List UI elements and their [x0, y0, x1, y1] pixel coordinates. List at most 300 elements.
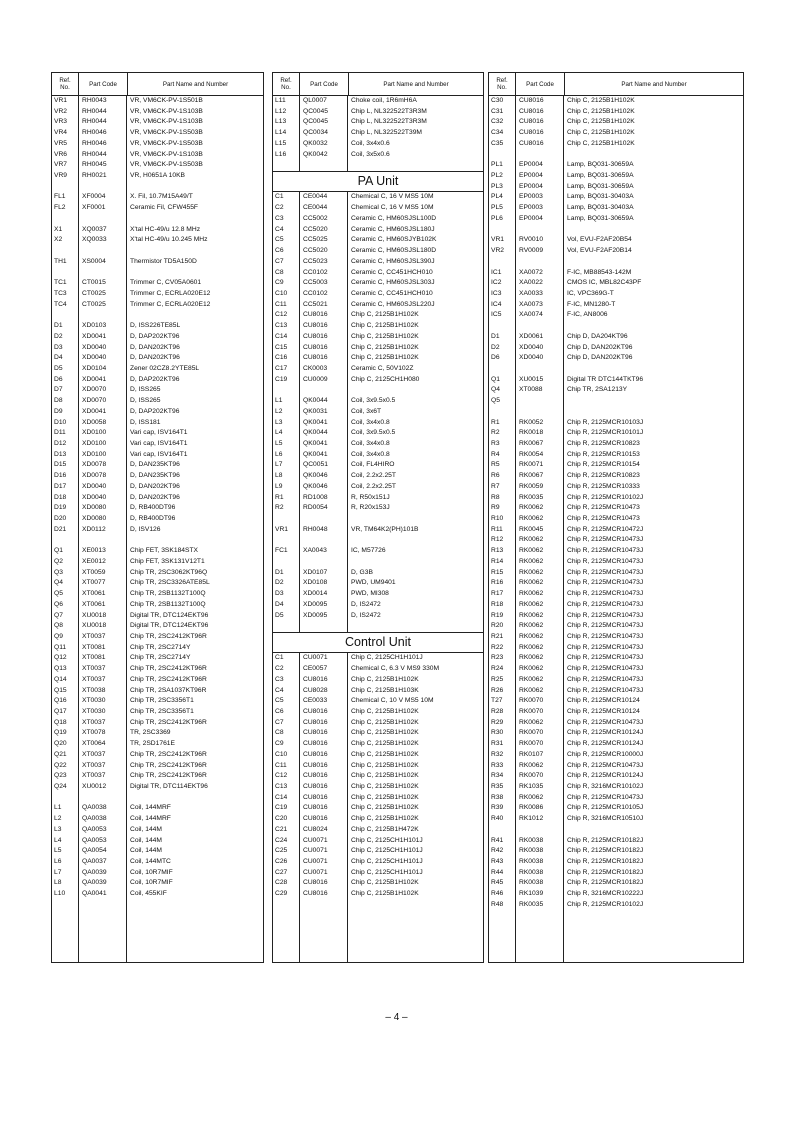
table-row	[52, 814, 263, 825]
part-code: RH0048	[303, 525, 328, 533]
part-name: Chip R, 2125MCR10000J	[567, 750, 644, 758]
part-code: XD0041	[82, 332, 107, 340]
part-code: RK0062	[519, 632, 544, 640]
table-row	[489, 611, 743, 622]
part-name: Chip R, 2125MCR10472J	[567, 525, 644, 533]
table-row	[489, 900, 743, 911]
parts-column-2	[272, 72, 484, 963]
table-row	[52, 460, 263, 471]
table-row	[52, 653, 263, 664]
ref-no: C28	[275, 879, 288, 887]
ref-no: PL4	[491, 193, 503, 201]
part-name: D, ISS265	[130, 386, 161, 394]
table-row	[52, 332, 263, 343]
part-name: Coil, 144MTC	[130, 858, 171, 866]
table-row	[489, 686, 743, 697]
ref-no: D9	[54, 407, 63, 415]
table-row	[273, 407, 483, 418]
part-name: Chip TR, 2SC2412KT96R	[130, 632, 207, 640]
part-name: VR, H0651A 10KB	[130, 172, 186, 180]
ref-no: TH1	[54, 257, 67, 265]
table-row	[52, 546, 263, 557]
ref-no: L13	[275, 118, 287, 126]
part-name: Coil, 3x4x0.6	[351, 139, 390, 147]
ref-no: L1	[275, 397, 283, 405]
part-name: Coil, 144M	[130, 836, 162, 844]
part-code: XD0095	[303, 611, 328, 619]
part-code: RK0038	[519, 836, 544, 844]
header-part-code: Part Code	[516, 73, 565, 95]
part-code: CU0071	[303, 858, 328, 866]
part-name: D, ISS265	[130, 397, 161, 405]
part-name: Chip L, NL322522T3R3M	[351, 107, 427, 115]
part-name: Lamp, BQ031-30403A	[567, 204, 634, 212]
part-code: QA0054	[82, 847, 107, 855]
part-code: CU8016	[303, 740, 328, 748]
ref-no: C14	[275, 332, 288, 340]
part-name: Chip R, 2125MCR10182J	[567, 858, 644, 866]
part-code: XA0074	[519, 311, 543, 319]
ref-no: D5	[275, 611, 284, 619]
ref-no: D20	[54, 515, 67, 523]
table-row	[489, 107, 743, 118]
part-code: RV0009	[519, 247, 544, 255]
ref-no: L14	[275, 129, 287, 137]
ref-no: IC2	[491, 279, 502, 287]
part-code: XD0070	[82, 386, 107, 394]
ref-no: D6	[54, 375, 63, 383]
table-row	[489, 439, 743, 450]
table-row	[52, 235, 263, 246]
part-name: D, ISS226TE85L	[130, 322, 181, 330]
part-code: QC0034	[303, 129, 328, 137]
header-ref	[273, 73, 300, 95]
ref-no: L9	[275, 482, 283, 490]
part-code: XD0040	[82, 482, 107, 490]
table-row	[273, 761, 483, 772]
ref-no: R7	[491, 482, 500, 490]
part-code: XT0081	[82, 643, 106, 651]
part-code: RK0070	[519, 697, 544, 705]
table-row	[52, 300, 263, 311]
part-code: XT0037	[82, 675, 106, 683]
table-row	[273, 825, 483, 836]
table-row	[489, 171, 743, 182]
part-code: XD0040	[82, 493, 107, 501]
part-code: QK0032	[303, 139, 328, 147]
ref-no: FL2	[54, 204, 66, 212]
ref-no: PL5	[491, 204, 503, 212]
table-row	[52, 514, 263, 525]
part-name: Coil, 3x5x0.6	[351, 150, 390, 158]
ref-no: Q24	[54, 783, 67, 790]
table-row	[52, 418, 263, 429]
ref-no: C17	[275, 364, 288, 372]
table-row	[489, 246, 743, 257]
ref-no: D1	[275, 568, 284, 576]
ref-no: C26	[275, 858, 288, 866]
part-name: Coil, 3x6T	[351, 407, 382, 415]
table-row	[273, 611, 483, 622]
part-code: XD0107	[303, 568, 328, 576]
header-part-name: Part Name and Number	[162, 80, 229, 88]
table-row	[52, 150, 263, 161]
table-row	[489, 557, 743, 568]
part-code: RK0062	[519, 761, 544, 769]
table-row	[273, 96, 483, 107]
part-name: Ceramic C, HM60SJSL100D	[351, 214, 437, 222]
part-name: IC, M57726	[351, 547, 386, 555]
table-row	[489, 728, 743, 739]
part-name: F-IC, MN1280-T	[567, 300, 616, 308]
part-name: Chip D, DA204KT96	[567, 332, 628, 340]
ref-no: R39	[491, 804, 504, 812]
part-code: XT0037	[82, 761, 106, 769]
table-row	[273, 589, 483, 600]
part-code	[515, 396, 563, 407]
table-row	[52, 482, 263, 493]
ref-no: C7	[275, 718, 284, 726]
table-row	[273, 450, 483, 461]
table-row	[273, 235, 483, 246]
table-row	[273, 310, 483, 321]
part-code: XT0037	[82, 718, 106, 726]
ref-no: IC4	[491, 300, 502, 308]
table-row	[273, 793, 483, 804]
part-name: D, RB400DT96	[130, 504, 176, 512]
part-code: RK0038	[519, 847, 544, 855]
table-row	[489, 96, 743, 107]
part-name: VR, VM6CK-PV-1S503B	[130, 129, 203, 137]
table-row	[489, 878, 743, 889]
part-code: RK0062	[519, 675, 544, 683]
ref-no: C5	[275, 697, 284, 705]
part-code: CU8016	[303, 815, 328, 823]
part-name: VR, VM6CK-PV-1S503B	[130, 139, 203, 147]
table-row	[52, 375, 263, 386]
part-name: Chip C, 2125B1H102K	[351, 675, 419, 683]
spacer-row	[52, 268, 263, 279]
table-row	[273, 578, 483, 589]
part-name: Chip R, 2125MCR10333	[567, 482, 640, 490]
part-name: Chip TR, 2SC2714Y	[130, 643, 191, 651]
part-code: QA0037	[82, 858, 107, 866]
part-code: XU0015	[519, 375, 544, 383]
part-name: Trimmer C, ECRLA020E12	[130, 289, 211, 297]
part-code: RK0052	[519, 418, 544, 426]
part-name: Coil, 2.2x2.25T	[351, 472, 396, 480]
part-name: Chip C, 2125B1H102K	[351, 729, 419, 737]
part-code: XT0037	[82, 750, 106, 758]
part-name	[563, 396, 743, 407]
ref-no: TC1	[54, 279, 67, 287]
table-row	[489, 675, 743, 686]
part-code: RH0021	[82, 172, 107, 180]
part-code: RK0062	[519, 665, 544, 673]
part-code: XA0022	[519, 279, 543, 287]
part-name: Chip R, 2125MCR10182J	[567, 868, 644, 876]
ref-no: C4	[275, 686, 284, 694]
table-row	[489, 471, 743, 482]
part-code: XD0078	[82, 461, 107, 469]
part-name: Chip R, 2125MCR10101J	[567, 429, 644, 437]
ref-no: C13	[275, 783, 288, 790]
table-row	[52, 225, 263, 236]
part-code: CC5023	[303, 257, 328, 265]
part-name: Chip C, 2125B1H102K	[351, 343, 419, 351]
ref-no: Q4	[54, 579, 63, 587]
ref-no: C19	[275, 375, 288, 383]
part-code: QK0046	[303, 472, 328, 480]
part-code: RH0046	[82, 139, 107, 147]
ref-no: C20	[275, 815, 288, 823]
part-code: XT0061	[82, 600, 106, 608]
ref-no: Q2	[54, 557, 63, 565]
ref-no: Q12	[54, 654, 67, 662]
part-code: CT0025	[82, 289, 106, 297]
part-code: CU8016	[519, 107, 544, 115]
table-row	[52, 439, 263, 450]
page-number: – 4 –	[385, 1012, 408, 1023]
table-row	[52, 117, 263, 128]
table-header	[273, 73, 483, 96]
part-name: Chip TR, 2SB1132T100Q	[130, 600, 206, 608]
ref-no: C4	[275, 225, 284, 233]
part-name: Vol, EVU-F2AF20B54	[567, 236, 632, 244]
spacer-row	[273, 385, 483, 396]
ref-no: R31	[491, 740, 504, 748]
table-row	[52, 728, 263, 739]
spacer-row	[489, 321, 743, 332]
part-name: Chip R, 2125MCR10473J	[567, 643, 644, 651]
ref-no: R45	[491, 879, 504, 887]
part-code: RK0062	[519, 600, 544, 608]
part-name: Chip R, 2125MCR10473J	[567, 665, 644, 673]
table-row	[489, 493, 743, 504]
part-name: Chip C, 2125CH1H101J	[351, 847, 423, 855]
part-code: RK1012	[519, 815, 544, 823]
spacer-row	[52, 535, 263, 546]
ref-no: R1	[491, 418, 500, 426]
part-name: X. Fil, 10.7M15A49/T	[130, 193, 193, 201]
ref-no: D3	[54, 343, 63, 351]
part-name: Chip C, 2125B1H102K	[351, 879, 419, 887]
table-row	[273, 803, 483, 814]
part-name: D, DAN202KT96	[130, 493, 180, 501]
ref-no: C30	[491, 97, 504, 104]
ref-no: D8	[54, 397, 63, 405]
ref-no: FL1	[54, 193, 66, 201]
part-name: Chip R, 2125MCR10473J	[567, 557, 644, 565]
ref-no: R21	[491, 632, 504, 640]
ref-no: C15	[275, 343, 288, 351]
ref-no: VR1	[491, 236, 505, 244]
ref-no: R34	[491, 772, 504, 780]
ref-no: R3	[491, 440, 500, 447]
ref-no: PL2	[491, 172, 503, 180]
table-row	[52, 289, 263, 300]
part-code: XT0078	[82, 729, 106, 737]
part-name: Chip R, 2125MCR10182J	[567, 847, 644, 855]
table-row	[489, 300, 743, 311]
part-code: XD0080	[82, 504, 107, 512]
ref-no: C10	[275, 750, 288, 758]
ref-no: IC3	[491, 289, 502, 297]
part-code: RK0062	[519, 536, 544, 544]
table-row	[52, 675, 263, 686]
part-name: Chip R, 2125MCR10473J	[567, 579, 644, 587]
part-name: Chip C, 2125B1H102K	[351, 718, 419, 726]
part-name: Chip C, 2125B1H102K	[351, 750, 419, 758]
ref-no: R48	[491, 900, 504, 908]
part-name: Chip C, 2125CH1H101J	[351, 654, 423, 662]
part-code: CE0057	[303, 665, 328, 673]
header-ref-text: Ref. No.	[59, 77, 71, 91]
part-name: Coil, 3x9.5x0.5	[351, 429, 396, 437]
table-row	[273, 321, 483, 332]
part-name: Chip TR, 2SC3326ATE85L	[130, 579, 210, 587]
part-name: Coil, 144M	[130, 825, 162, 833]
ref-no: L8	[54, 879, 62, 887]
part-code: RK0035	[519, 900, 544, 908]
ref-no: D10	[54, 418, 67, 426]
table-row	[489, 353, 743, 364]
part-code: RH0046	[82, 129, 107, 137]
table-row	[273, 471, 483, 482]
table-row	[273, 889, 483, 900]
part-code: CC5003	[303, 279, 328, 287]
table-row	[52, 589, 263, 600]
table-row	[273, 814, 483, 825]
table-row	[489, 653, 743, 664]
table-row	[489, 761, 743, 772]
part-name: Coil, 3x9.5x0.5	[351, 397, 396, 405]
ref-no: L3	[275, 418, 283, 426]
ref-no: R6	[491, 472, 500, 480]
header-ref	[52, 73, 79, 95]
ref-no: C1	[275, 654, 284, 662]
table-row	[273, 503, 483, 514]
part-name: Chip C, 2125B1H472K	[351, 825, 419, 833]
part-name: Chip C, 2125B1H103K	[351, 686, 419, 694]
table-row	[489, 203, 743, 214]
ref-no: D2	[54, 332, 63, 340]
part-name: VR, VM6CK-PV-1S503B	[130, 161, 203, 169]
part-name: Chip TR, 2SC2412KT96R	[130, 772, 207, 780]
table-row	[273, 268, 483, 279]
part-name: Vari cap, ISV164T1	[130, 450, 188, 458]
part-code: RK0045	[519, 525, 544, 533]
part-code: RV0010	[519, 236, 544, 244]
table-row	[489, 600, 743, 611]
part-code: RK0062	[519, 557, 544, 565]
ref-no: R42	[491, 847, 504, 855]
ref-no: R8	[491, 493, 500, 501]
ref-no: VR6	[54, 150, 68, 158]
table-row	[273, 225, 483, 236]
part-code: CU8016	[519, 139, 544, 147]
ref-no: R18	[491, 600, 504, 608]
table-row	[273, 460, 483, 471]
table-row	[489, 332, 743, 343]
part-name: Lamp, BQ031-30659A	[567, 214, 634, 222]
part-name: Chip C, 2125B1H102K	[351, 332, 419, 340]
ref-no: FC1	[275, 547, 288, 555]
part-code: CU8016	[303, 311, 328, 319]
ref-no: C35	[491, 139, 504, 147]
part-name: Chip C, 2125B1H102K	[567, 118, 635, 126]
part-name: Chip R, 2125MCR10103J	[567, 418, 644, 426]
spacer-row	[273, 535, 483, 546]
ref-no: Q11	[54, 643, 67, 651]
part-code: XT0038	[82, 686, 106, 694]
part-code: RK0062	[519, 504, 544, 512]
part-code: CU0071	[303, 847, 328, 855]
ref-no: C11	[275, 300, 287, 308]
ref-no: D17	[54, 482, 67, 490]
part-name: Chip C, 2125B1H102K	[567, 129, 635, 137]
part-name: VR, VM6CK-PV-1S501B	[130, 97, 203, 104]
part-name: Chip C, 2125CH1H101J	[351, 836, 423, 844]
ref-no: C11	[275, 761, 287, 769]
ref-no: Q18	[54, 718, 67, 726]
ref-no: L3	[54, 825, 62, 833]
ref-no: C16	[275, 354, 288, 362]
ref-no: R22	[491, 643, 504, 651]
table-row	[489, 535, 743, 546]
ref-no: C21	[275, 825, 288, 833]
part-code: CU8016	[303, 707, 328, 715]
part-name: Chip R, 2125MCR10473J	[567, 718, 644, 726]
part-name: Vari cap, ISV164T1	[130, 440, 188, 447]
part-code: XT0064	[82, 740, 106, 748]
ref-no: C3	[275, 214, 284, 222]
part-name: X'tal HC-49/u 12.8 MHz	[130, 225, 201, 233]
ref-no: Q3	[54, 568, 63, 576]
table-row	[273, 868, 483, 879]
part-code: QC0051	[303, 461, 328, 469]
ref-no: Q7	[54, 611, 63, 619]
part-name: Ceramic C, HM60SJSL180J	[351, 225, 435, 233]
part-code: QC0045	[303, 118, 328, 126]
table-row	[273, 257, 483, 268]
ref-no: C8	[275, 729, 284, 737]
spacer-row	[273, 160, 483, 171]
table-row	[489, 546, 743, 557]
part-name: Chip R, 2125MCR10473J	[567, 686, 644, 694]
table-row	[52, 718, 263, 729]
table-row	[273, 728, 483, 739]
ref-no: VR2	[491, 247, 505, 255]
table-row	[489, 525, 743, 536]
ref-no: Q6	[54, 600, 63, 608]
part-name: TR, 2SD1761E	[130, 740, 175, 748]
part-name: Chip C, 2125B1H102K	[351, 761, 419, 769]
table-row	[52, 739, 263, 750]
part-name: Chip TR, 2SC3356T1	[130, 697, 194, 705]
part-code: CC5025	[303, 236, 328, 244]
part-code: XT0088	[519, 386, 543, 394]
ref-no: R4	[491, 450, 500, 458]
part-code: QA0053	[82, 825, 107, 833]
spacer-row	[489, 257, 743, 268]
ref-no: L6	[275, 450, 283, 458]
ref-no: R38	[491, 793, 504, 801]
table-row	[273, 664, 483, 675]
ref-no: D18	[54, 493, 67, 501]
part-code: RK0067	[519, 440, 544, 447]
part-name: R, R50x151J	[351, 493, 390, 501]
